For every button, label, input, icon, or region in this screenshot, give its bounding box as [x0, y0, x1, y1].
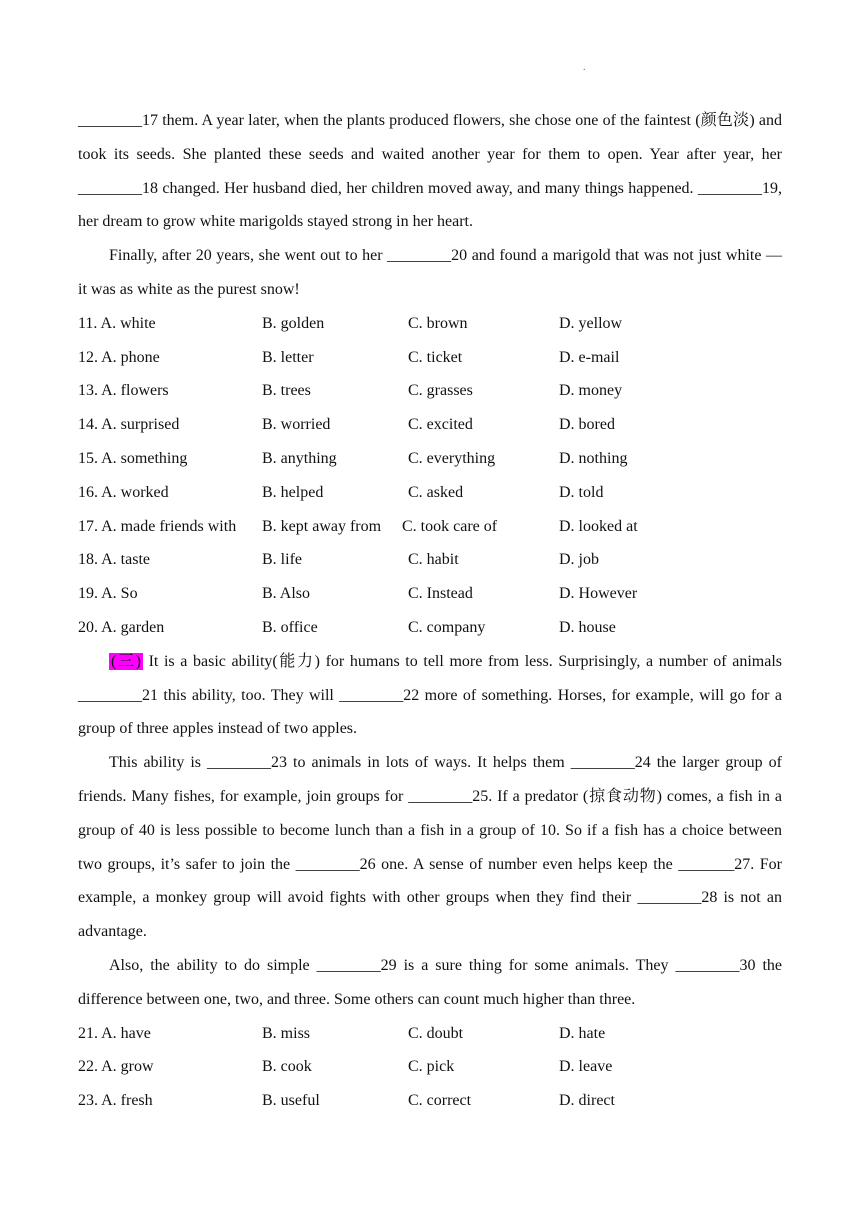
option-b: B. office	[262, 618, 318, 636]
option-row-19	[78, 577, 782, 611]
option-b: B. anything	[262, 449, 337, 467]
option-b: B. useful	[262, 1092, 320, 1110]
section-c-paragraph-1	[78, 645, 782, 746]
option-row-14	[78, 408, 782, 442]
option-row-16	[78, 476, 782, 510]
option-d: D. e-mail	[559, 348, 620, 366]
options-b	[78, 307, 782, 645]
option-a: 13. A. flowers	[78, 382, 169, 400]
option-c: C. brown	[408, 314, 468, 332]
option-a: 23. A. fresh	[78, 1092, 153, 1110]
option-c: C. habit	[408, 551, 459, 569]
option-row-12	[78, 341, 782, 375]
option-d: D. money	[559, 382, 623, 400]
option-a: 14. A. surprised	[78, 416, 180, 434]
option-c: C. Instead	[408, 585, 473, 603]
option-d: D. leave	[559, 1058, 613, 1076]
option-b: B. worried	[262, 416, 331, 434]
option-d: D. hate	[559, 1024, 606, 1042]
option-a: 18. A. taste	[78, 551, 150, 569]
option-row-20	[78, 611, 782, 645]
document-body	[78, 104, 782, 1118]
option-a: 16. A. worked	[78, 483, 169, 501]
option-d: D. bored	[559, 416, 615, 434]
option-b: B. letter	[262, 348, 314, 366]
option-b: B. golden	[262, 314, 325, 332]
option-d: D. told	[559, 483, 604, 501]
option-b: B. Also	[262, 585, 311, 603]
option-row-15	[78, 442, 782, 476]
section-c-paragraph-2: This ability is ________23 to animals in lots of ways. It helps them ________24 the larger group of friends. Many fishes, for example, join groups for ________25. If a predator (掠食动物) comes, a fish in a group of 40 is less possible to become lunch than a fish in a group of 10. So if a fish has a choice between two groups, it’s safer to join the ________26 one. A sense of number even helps keep the _______27. For example, a monkey group will avoid fights with other groups when they find their ________28 is not an advantage.	[78, 754, 782, 941]
option-c: C. correct	[408, 1092, 472, 1110]
option-c: C. company	[408, 618, 486, 636]
option-row-18	[78, 543, 782, 577]
option-d: D. direct	[559, 1092, 615, 1110]
option-c: C. ticket	[408, 348, 463, 366]
option-d: D. nothing	[559, 449, 628, 467]
option-row-17	[78, 510, 782, 544]
section-c-paragraph-1-text: It is a basic ability(能力) for humans to tell more from less. Surprisingly, a number of animals ________21 this ability, too. They will ________22 more of something. Horses, for example, will go for a group of three apples instead of two apples.	[78, 652, 783, 738]
option-a: 21. A. have	[78, 1024, 151, 1042]
option-d: D. yellow	[559, 314, 623, 332]
option-c: C. grasses	[408, 382, 473, 400]
header-mark: .	[583, 62, 586, 73]
option-c: C. asked	[408, 483, 464, 501]
option-c: C. everything	[408, 449, 496, 467]
option-c: C. took care of	[402, 517, 498, 535]
option-a: 11. A. white	[78, 314, 156, 332]
option-a: 22. A. grow	[78, 1058, 154, 1076]
option-c: C. pick	[408, 1058, 455, 1076]
option-d: D. looked at	[559, 517, 638, 535]
option-row-13	[78, 374, 782, 408]
option-a: 20. A. garden	[78, 618, 165, 636]
option-b: B. miss	[262, 1024, 311, 1042]
option-c: C. doubt	[408, 1024, 464, 1042]
option-b: B. helped	[262, 483, 324, 501]
option-row-21	[78, 1017, 782, 1051]
option-d: D. job	[559, 551, 599, 569]
option-b: B. kept away from	[262, 517, 382, 535]
option-b: B. trees	[262, 382, 311, 400]
section-c-label: (三)	[111, 652, 141, 670]
passage-b-paragraph-1: ________17 them. A year later, when the plants produced flowers, she chose one of the faintest (颜色淡) and took its seeds. She planted these seeds and waited another year for them to open. Year after year, her ________18 changed. Her husband died, her children moved away, and many things happened. ________19, her dream to grow white marigolds stayed strong in her heart.	[78, 112, 782, 231]
option-d: D. However	[559, 585, 638, 603]
option-a: 12. A. phone	[78, 348, 160, 366]
options-c	[78, 1017, 782, 1118]
option-a: 15. A. something	[78, 449, 188, 467]
option-b: B. cook	[262, 1058, 312, 1076]
section-c-paragraph-3: Also, the ability to do simple ________29 is a sure thing for some animals. They ________30 the difference between one, two, and three. Some others can count much higher than three.	[78, 956, 782, 1008]
option-b: B. life	[262, 551, 302, 569]
passage-b-paragraph-2: Finally, after 20 years, she went out to her ________20 and found a marigold that was not just white — it was as white as the purest snow!	[78, 247, 782, 298]
option-row-23	[78, 1084, 782, 1118]
option-row-22	[78, 1050, 782, 1084]
option-a: 19. A. So	[78, 585, 138, 603]
option-d: D. house	[559, 618, 616, 636]
option-a: 17. A. made friends with	[78, 517, 237, 535]
option-c: C. excited	[408, 416, 473, 434]
option-row-11	[78, 307, 782, 341]
